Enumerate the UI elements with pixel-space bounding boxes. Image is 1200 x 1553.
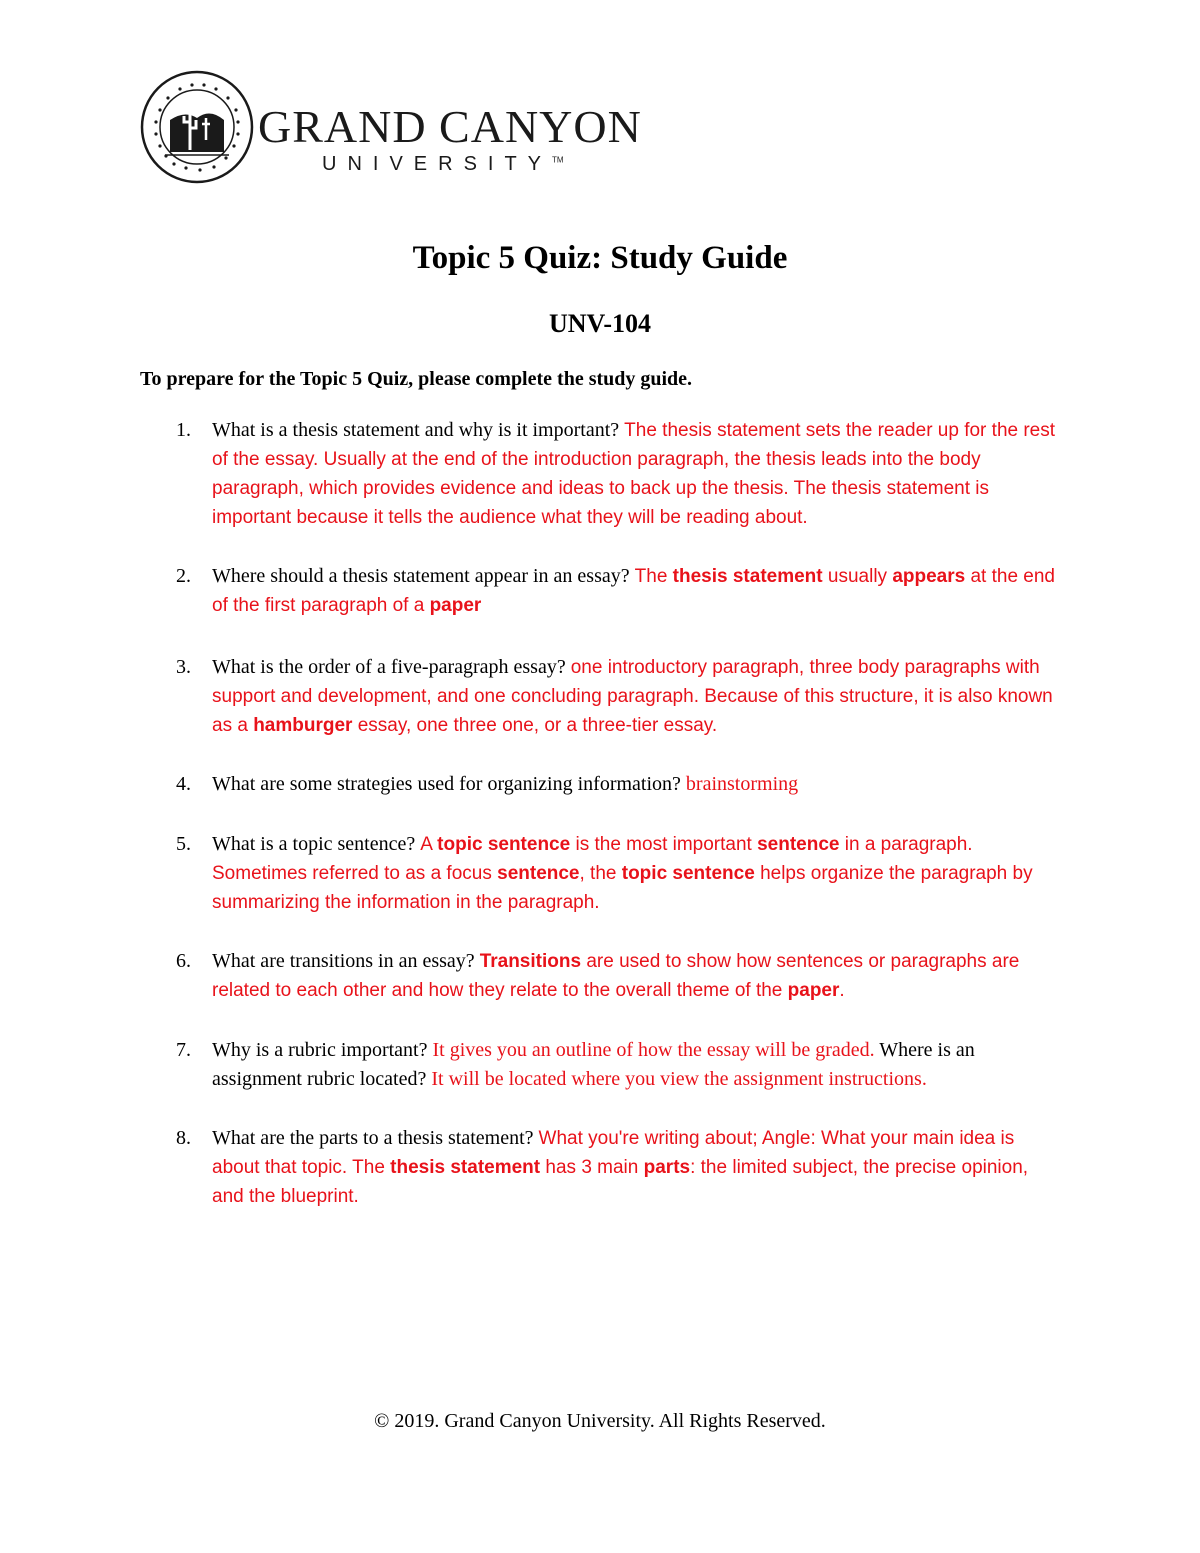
logo-name-line2-text: UNIVERSITY bbox=[322, 153, 553, 175]
answer-text: The thesis statement sets the reader up for the rest of the essay. Usually at the end of the introduction paragraph, the thesis leads into the body paragraph, which provides evidence and ideas to back up the thesis. The thesis statement is important because it tells the audience what they will be reading about. bbox=[212, 420, 1056, 528]
answer-part: one introductory paragraph, three body paragraphs with support and development, and one concluding paragraph. Because of this structure, it is also known as a bbox=[212, 657, 1053, 736]
question-text: Where should a thesis statement appear in an essay? bbox=[212, 565, 630, 587]
question-number: 8. bbox=[176, 1127, 191, 1149]
question-text: What is the order of a five-paragraph essay? bbox=[212, 656, 566, 678]
answer-bold: thesis statement bbox=[672, 566, 823, 587]
question-list bbox=[140, 416, 1060, 1211]
answer-part: essay, one three one, or a three-tier essay. bbox=[352, 715, 718, 736]
question-number: 7. bbox=[176, 1039, 191, 1061]
question-item-2 bbox=[140, 562, 1060, 620]
question-number: 3. bbox=[176, 656, 191, 678]
question-text: What are some strategies used for organizing information? bbox=[212, 773, 681, 795]
question-text: What are transitions in an essay? bbox=[212, 950, 475, 972]
answer-part: A bbox=[420, 834, 438, 855]
question-text-2: Where is an assignment rubric located? bbox=[212, 1039, 975, 1090]
answer-part: at the end of the first paragraph of a bbox=[212, 566, 1055, 616]
question-item-1 bbox=[140, 416, 1060, 532]
answer-part: What you're writing about; Angle: What your main idea is about that topic. The bbox=[212, 1128, 1015, 1178]
answer-part: helps organize the paragraph by summarizing the information in the paragraph. bbox=[212, 863, 1033, 913]
question-item-6 bbox=[140, 947, 1060, 1005]
answer-part: The bbox=[634, 566, 673, 587]
answer-bold: parts bbox=[643, 1157, 691, 1178]
page-title: Topic 5 Quiz: Study Guide bbox=[412, 240, 788, 276]
logo-name-line2 bbox=[322, 154, 564, 174]
answer-bold: sentence bbox=[497, 863, 580, 884]
answer-part: in a paragraph. Sometimes referred to as a focus bbox=[212, 834, 973, 884]
question-item-3 bbox=[140, 653, 1060, 740]
answer-text: It gives you an outline of how the essay will be graded. bbox=[432, 1039, 875, 1061]
university-seal-icon bbox=[140, 70, 254, 184]
answer-part: usually bbox=[822, 566, 893, 587]
answer-part: . bbox=[839, 980, 845, 1001]
answer-bold: topic sentence bbox=[437, 834, 571, 855]
question-item-8 bbox=[140, 1124, 1060, 1211]
answer-text-2: It will be located where you view the assignment instructions. bbox=[431, 1068, 927, 1090]
question-text: What is a topic sentence? bbox=[212, 833, 416, 855]
question-number: 2. bbox=[176, 565, 191, 587]
answer-bold: sentence bbox=[757, 834, 840, 855]
question-item-5 bbox=[140, 830, 1060, 917]
question-text: What are the parts to a thesis statement? bbox=[212, 1127, 534, 1149]
answer-bold: paper bbox=[787, 980, 840, 1001]
answer-part: , the bbox=[579, 863, 622, 884]
answer-bold: appears bbox=[892, 566, 966, 587]
answer-bold: thesis statement bbox=[390, 1157, 541, 1178]
question-number: 6. bbox=[176, 950, 191, 972]
trademark-mark: TM bbox=[552, 155, 564, 165]
university-logo bbox=[140, 70, 642, 190]
question-item-4 bbox=[140, 770, 1060, 799]
course-code: UNV-104 bbox=[548, 309, 652, 338]
answer-bold: topic sentence bbox=[621, 863, 755, 884]
question-text: What is a thesis statement and why is it important? bbox=[212, 419, 620, 441]
question-item-7 bbox=[140, 1036, 1060, 1094]
question-number: 5. bbox=[176, 833, 191, 855]
answer-bold: paper bbox=[429, 595, 482, 616]
logo-name-line1: GRAND CANYON bbox=[258, 101, 642, 152]
answer-part: has 3 main bbox=[540, 1157, 644, 1178]
answer-part: : the limited subject, the precise opinion, and the blueprint. bbox=[212, 1157, 1029, 1207]
answer-bold: hamburger bbox=[253, 715, 353, 736]
copyright-footer: © 2019. Grand Canyon University. All Rights Reserved. bbox=[374, 1410, 826, 1432]
answer-text: brainstorming bbox=[685, 773, 799, 795]
answer-part: are used to show how sentences or paragraphs are related to each other and how they relate to the overall theme of the bbox=[212, 951, 1020, 1001]
question-number: 4. bbox=[176, 773, 191, 795]
answer-part: is the most important bbox=[570, 834, 758, 855]
answer-bold: Transitions bbox=[479, 951, 582, 972]
question-number: 1. bbox=[176, 419, 191, 441]
instructions: To prepare for the Topic 5 Quiz, please complete the study guide. bbox=[140, 368, 693, 390]
question-text: Why is a rubric important? bbox=[212, 1039, 428, 1061]
